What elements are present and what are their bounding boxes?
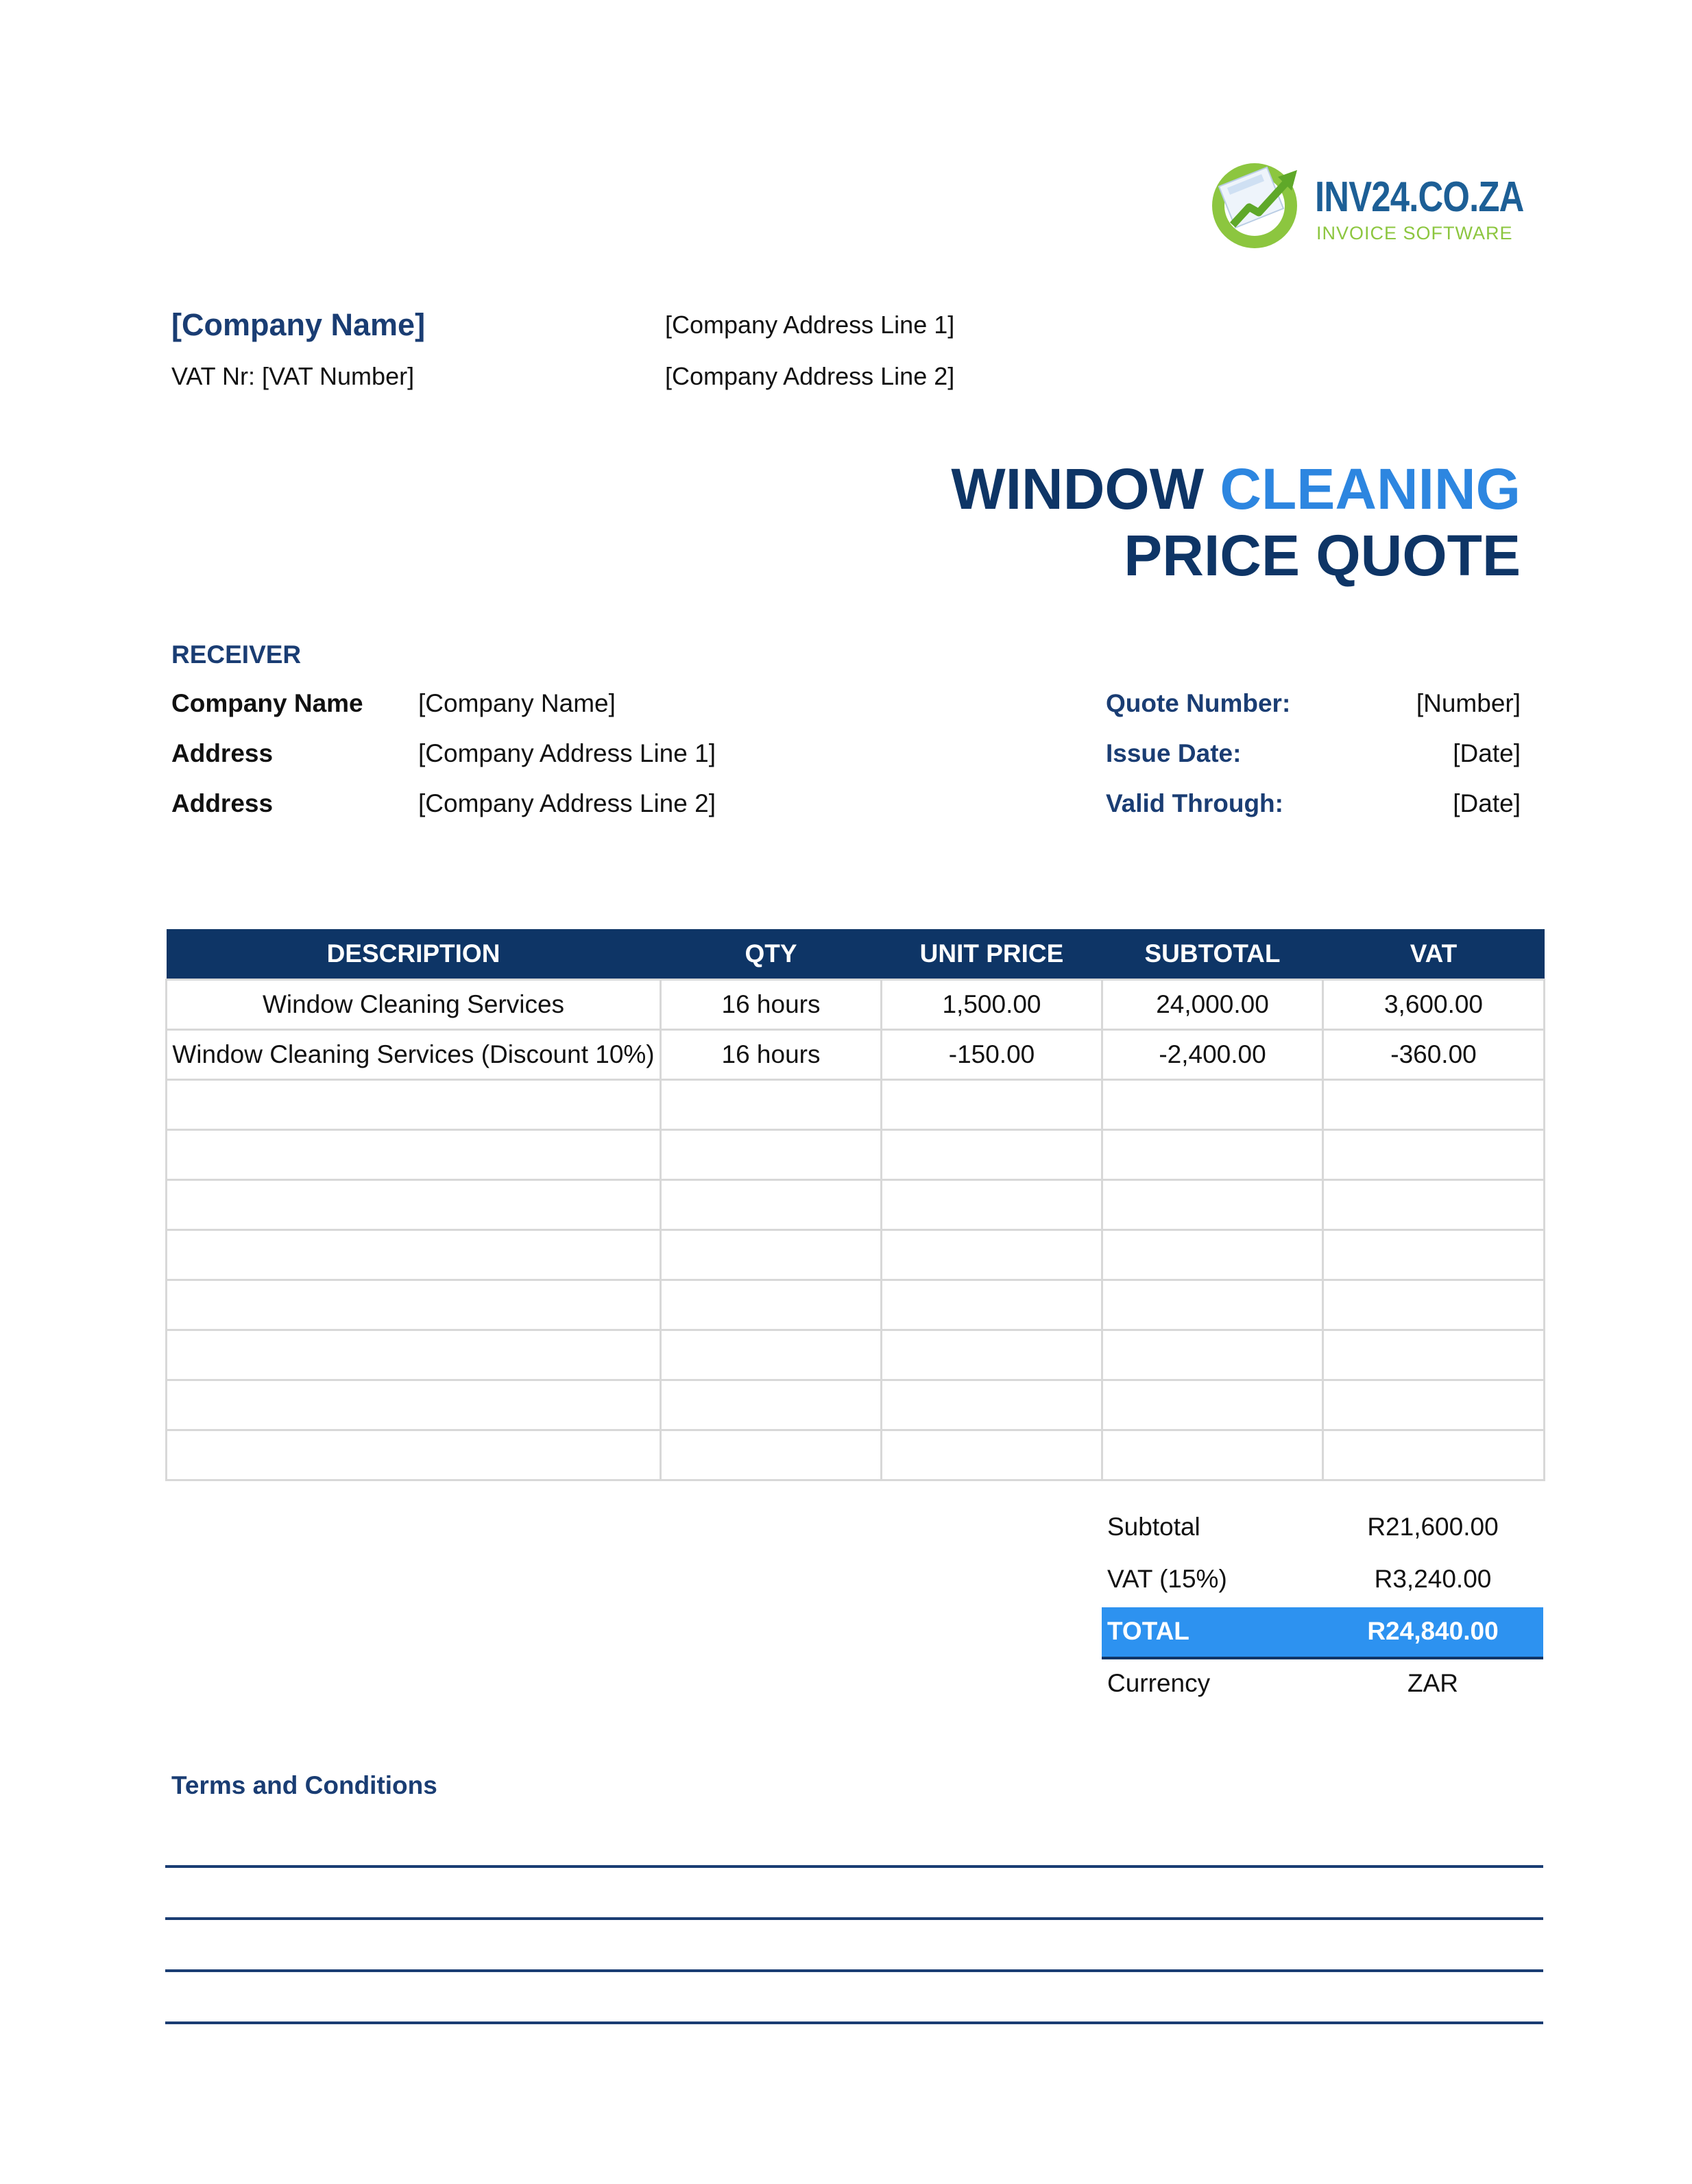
cell-description	[167, 1280, 661, 1330]
cell-qty	[661, 1380, 882, 1430]
cell-qty	[661, 1080, 882, 1130]
table-row	[167, 1080, 1545, 1130]
cell-unit-price: -150.00	[882, 1030, 1102, 1080]
cell-description	[167, 1380, 661, 1430]
cell-vat: 3,600.00	[1323, 980, 1545, 1030]
vat-total-label: VAT (15%)	[1107, 1565, 1227, 1593]
cell-unit-price	[882, 1180, 1102, 1230]
issue-date-label: Issue Date:	[1106, 739, 1242, 767]
table-row	[167, 1180, 1545, 1230]
table-row	[167, 1230, 1545, 1280]
column-header-description: DESCRIPTION	[167, 929, 661, 980]
issue-date-value: [Date]	[1453, 739, 1521, 767]
cell-description	[167, 1230, 661, 1280]
terms-line	[165, 1917, 1543, 1920]
total-label: TOTAL	[1107, 1617, 1189, 1645]
cell-unit-price	[882, 1430, 1102, 1480]
table-row	[167, 1330, 1545, 1380]
subtotal-row	[1102, 1503, 1543, 1555]
table-row	[167, 1380, 1545, 1430]
cell-subtotal	[1102, 1280, 1323, 1330]
title-word-window: WINDOW	[951, 457, 1204, 521]
cell-vat	[1323, 1180, 1545, 1230]
totals-block	[1102, 1503, 1543, 1712]
quote-number-value: [Number]	[1416, 689, 1521, 717]
vat-total-value: R3,240.00	[1374, 1565, 1492, 1593]
cell-unit-price	[882, 1330, 1102, 1380]
cell-description: Window Cleaning Services	[167, 980, 661, 1030]
receiver-company-label: Company Name	[171, 689, 363, 717]
receiver-heading: RECEIVER	[171, 640, 302, 669]
cell-subtotal	[1102, 1180, 1323, 1230]
brand-logo	[1207, 158, 1524, 254]
cell-qty: 16 hours	[661, 980, 882, 1030]
table-row	[167, 1130, 1545, 1180]
cell-qty	[661, 1280, 882, 1330]
currency-row	[1102, 1659, 1543, 1712]
cell-subtotal	[1102, 1330, 1323, 1380]
column-header-vat: VAT	[1323, 929, 1545, 980]
table-row	[167, 1430, 1545, 1480]
cell-vat	[1323, 1430, 1545, 1480]
logo-tagline: INVOICE SOFTWARE	[1316, 223, 1513, 243]
cell-qty: 16 hours	[661, 1030, 882, 1080]
vat-row	[1102, 1555, 1543, 1607]
terms-line	[165, 1969, 1543, 1972]
cell-unit-price	[882, 1230, 1102, 1280]
cell-description: Window Cleaning Services (Discount 10%)	[167, 1030, 661, 1080]
line-items-table	[165, 929, 1545, 1481]
receiver-address-2-label: Address	[171, 789, 274, 817]
cell-qty	[661, 1430, 882, 1480]
cell-vat	[1323, 1330, 1545, 1380]
terms-line	[165, 2021, 1543, 2024]
cell-subtotal	[1102, 1080, 1323, 1130]
cell-subtotal	[1102, 1380, 1323, 1430]
cell-subtotal: -2,400.00	[1102, 1030, 1323, 1080]
terms-heading: Terms and Conditions	[171, 1771, 437, 1799]
valid-through-label: Valid Through:	[1106, 789, 1283, 817]
cell-vat	[1323, 1230, 1545, 1280]
logo-wordmark: INV24.CO.ZA	[1315, 173, 1524, 221]
cell-qty	[661, 1180, 882, 1230]
table-header-row	[167, 929, 1545, 980]
cell-description	[167, 1130, 661, 1180]
valid-through-value: [Date]	[1453, 789, 1521, 817]
cell-unit-price	[882, 1080, 1102, 1130]
receiver-company-value: [Company Name]	[418, 689, 616, 717]
table-row	[167, 1030, 1545, 1080]
column-header-qty: QTY	[661, 929, 882, 980]
cell-subtotal	[1102, 1430, 1323, 1480]
receiver-address-2-value: [Company Address Line 2]	[418, 789, 716, 817]
cell-subtotal	[1102, 1130, 1323, 1180]
terms-line	[165, 1865, 1543, 1868]
cell-vat	[1323, 1130, 1545, 1180]
company-address-line-2: [Company Address Line 2]	[665, 362, 955, 390]
grand-total-row	[1102, 1607, 1543, 1659]
currency-value: ZAR	[1407, 1669, 1458, 1697]
receiver-address-1-label: Address	[171, 739, 274, 767]
cell-qty	[661, 1330, 882, 1380]
quote-number-label: Quote Number:	[1106, 689, 1291, 717]
currency-label: Currency	[1107, 1669, 1211, 1697]
cell-description	[167, 1180, 661, 1230]
cell-subtotal	[1102, 1230, 1323, 1280]
subtotal-value: R21,600.00	[1367, 1513, 1499, 1541]
logo-icon	[1207, 158, 1309, 254]
cell-vat	[1323, 1080, 1545, 1130]
receiver-address-1-value: [Company Address Line 1]	[418, 739, 716, 767]
cell-vat	[1323, 1380, 1545, 1430]
cell-unit-price: 1,500.00	[882, 980, 1102, 1030]
cell-unit-price	[882, 1380, 1102, 1430]
cell-vat: -360.00	[1323, 1030, 1545, 1080]
document-title-line-1	[951, 456, 1521, 523]
cell-description	[167, 1080, 661, 1130]
vat-number: VAT Nr: [VAT Number]	[171, 362, 415, 390]
table-row	[167, 1280, 1545, 1330]
subtotal-label: Subtotal	[1107, 1513, 1200, 1541]
company-name: [Company Name]	[171, 307, 426, 342]
total-value: R24,840.00	[1367, 1617, 1499, 1645]
cell-subtotal: 24,000.00	[1102, 980, 1323, 1030]
cell-unit-price	[882, 1130, 1102, 1180]
column-header-subtotal: SUBTOTAL	[1102, 929, 1323, 980]
cell-vat	[1323, 1280, 1545, 1330]
table-row	[167, 980, 1545, 1030]
title-word-cleaning: CLEANING	[1220, 457, 1521, 521]
document-title-line-2: PRICE QUOTE	[1124, 523, 1521, 588]
cell-description	[167, 1430, 661, 1480]
cell-qty	[661, 1230, 882, 1280]
company-address-line-1: [Company Address Line 1]	[665, 311, 955, 339]
cell-qty	[661, 1130, 882, 1180]
cell-description	[167, 1330, 661, 1380]
cell-unit-price	[882, 1280, 1102, 1330]
column-header-unit-price: UNIT PRICE	[882, 929, 1102, 980]
